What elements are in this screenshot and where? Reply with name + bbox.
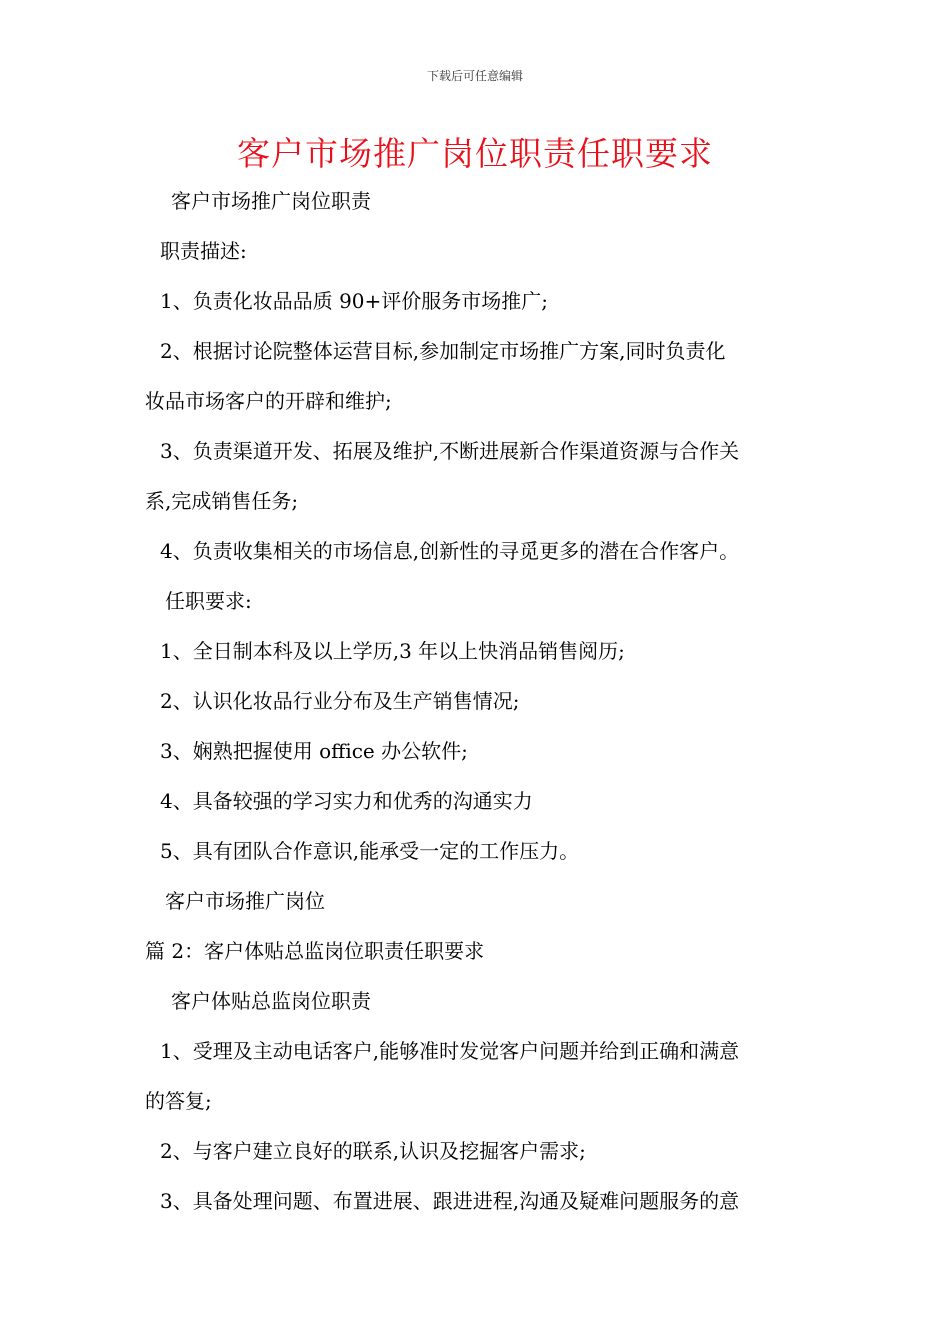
section-heading: 客户市场推广岗位职责 (171, 189, 371, 213)
document-body (145, 176, 810, 1226)
list-item: 1、负责化妆品品质 90+评价服务市场推广; (160, 289, 549, 313)
chapter-heading: 篇 2：客户体贴总监岗位职责任职要求 (145, 939, 485, 963)
section-heading: 客户体贴总监岗位职责 (171, 989, 371, 1013)
list-item: 2、根据讨论院整体运营目标,参加制定市场推广方案,同时负责化 (160, 339, 726, 363)
list-item-continuation: 系,完成销售任务; (145, 489, 299, 513)
list-item: 5、具有团队合作意识,能承受一定的工作压力。 (160, 839, 580, 863)
list-item-continuation: 的答复; (145, 1089, 212, 1113)
header-note: 下载后可任意编辑 (426, 69, 523, 83)
list-item: 1、受理及主动电话客户,能够准时发觉客户问题并给到正确和满意 (160, 1039, 740, 1063)
list-item: 2、认识化妆品行业分布及生产销售情况; (160, 689, 520, 713)
list-item: 1、全日制本科及以上学历,3 年以上快消品销售阅历; (160, 639, 625, 663)
list-item: 3、具备处理问题、布置进展、跟进进程,沟通及疑难问题服务的意 (160, 1189, 740, 1213)
section-label: 任职要求: (165, 589, 252, 613)
list-item: 3、负责渠道开发、拓展及维护,不断进展新合作渠道资源与合作关 (160, 439, 740, 463)
list-item: 2、与客户建立良好的联系,认识及挖掘客户需求; (160, 1139, 586, 1163)
section-label: 职责描述: (160, 239, 247, 263)
list-item: 4、负责收集相关的市场信息,创新性的寻觅更多的潜在合作客户。 (160, 539, 740, 563)
list-item: 4、具备较强的学习实力和优秀的沟通实力 (160, 789, 533, 813)
list-item-continuation: 妆品市场客户的开辟和维护; (145, 389, 392, 413)
list-item: 3、娴熟把握使用 office 办公软件; (160, 739, 468, 763)
section-heading: 客户市场推广岗位 (165, 889, 325, 913)
document-title: 客户市场推广岗位职责任职要求 (237, 134, 713, 173)
